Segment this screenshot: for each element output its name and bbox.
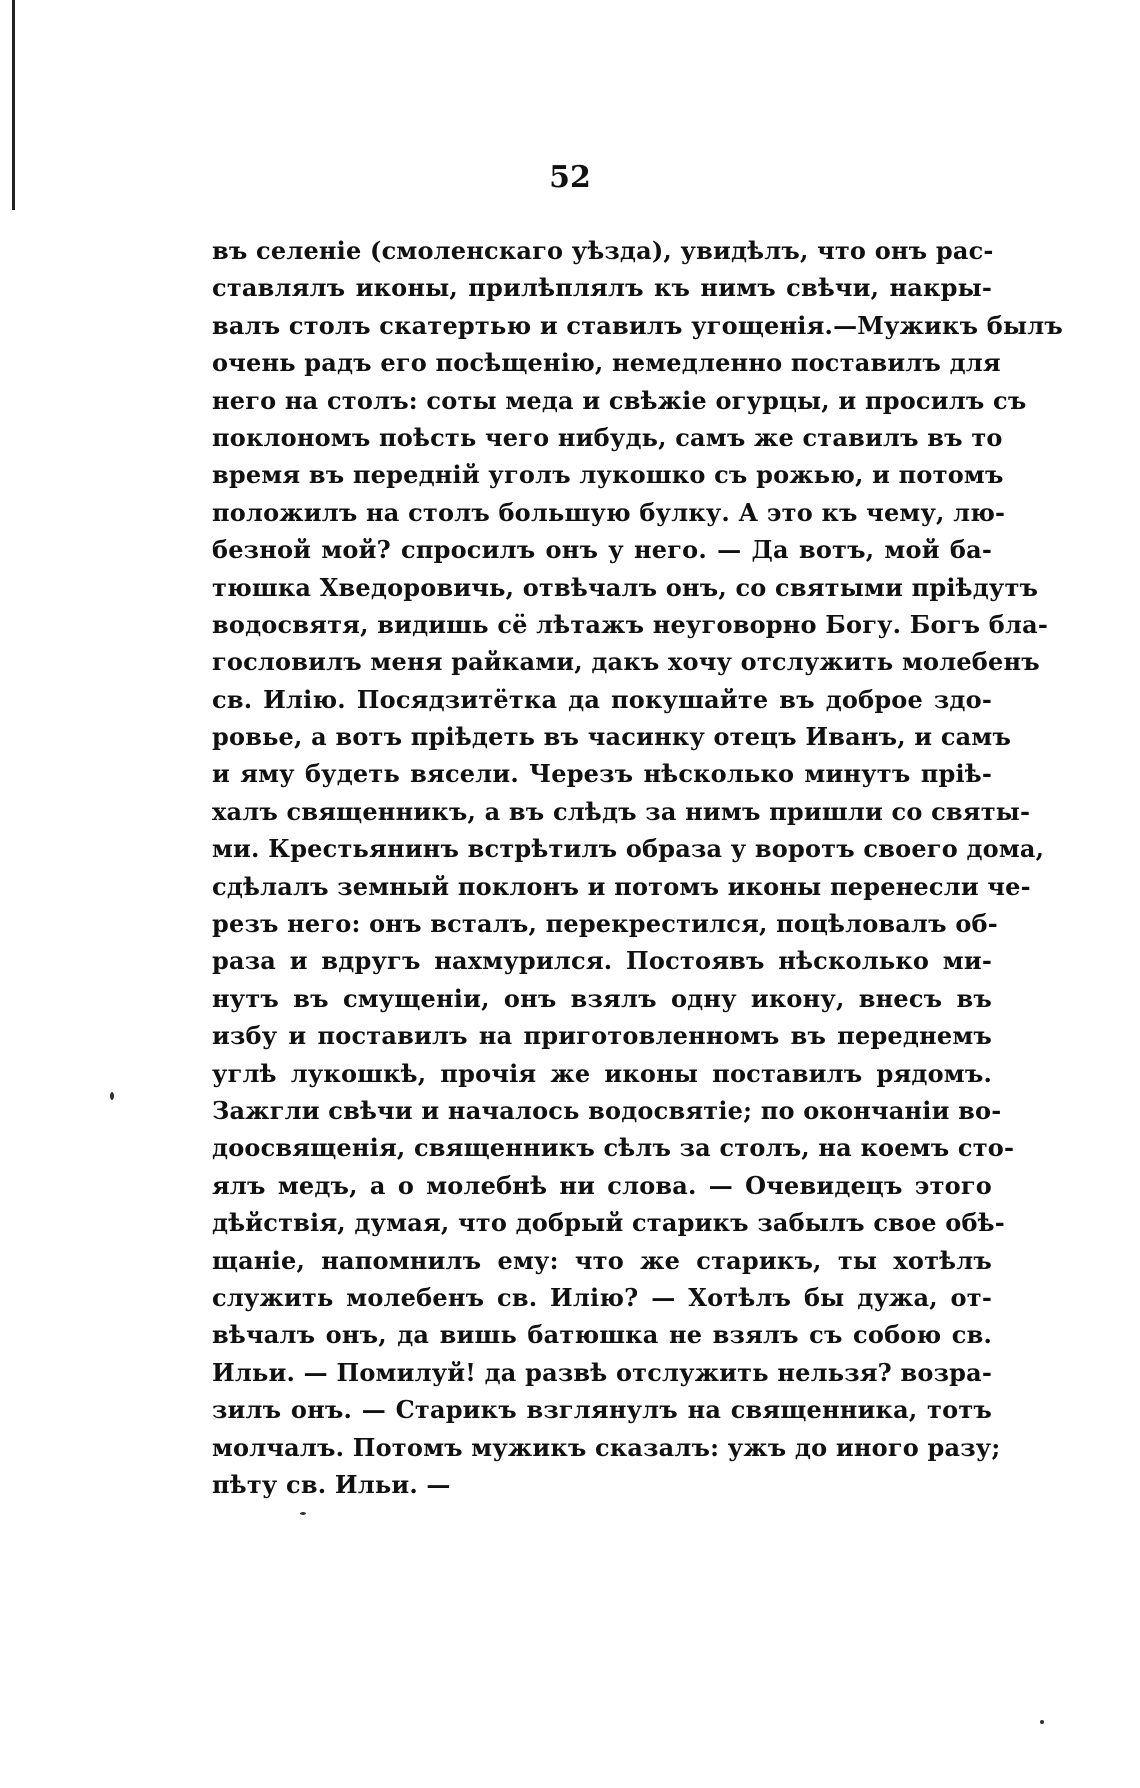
text-line: время въ передній уголъ лукошко съ рожью, и потомъ — [212, 460, 1004, 490]
text-line: въ селеніе (смоленскаго уѣзда), увидѣлъ, что онъ рас- — [212, 236, 994, 265]
text-line: ми. Крестьянинъ встрѣтилъ образа у воротъ своего дома, — [212, 834, 1045, 864]
text-line: ялъ медъ, а о молебнѣ ни слова. — Очевидецъ этого — [212, 1170, 992, 1200]
text-line: и яму будеть вясели. Черезъ нѣсколько минутъ пріѣ- — [212, 759, 992, 789]
text-line: очень радъ его посѣщенію, немедленно поставилъ для — [212, 348, 1001, 378]
text-line: вѣчалъ онъ, да вишь батюшка не взялъ съ собою св. — [212, 1320, 992, 1350]
text-line: щаніе, напомнилъ ему: что же старикъ, ты хотѣлъ — [212, 1245, 992, 1275]
text-line: валъ столъ скатертью и ставилъ угощенія.—Мужикъ былъ — [212, 310, 1063, 340]
text-line: молчалъ. Потомъ мужикъ сказалъ: ужъ до иного разу; — [212, 1432, 1001, 1462]
text-line: водосвятя, видишь сё лѣтажъ неуговорно Богу. Богъ бла- — [212, 609, 1049, 639]
text-line: безной мой? спросилъ онъ у него. — Да вотъ, мой ба- — [212, 535, 992, 565]
text-line: ставлялъ иконы, прилѣплялъ къ нимъ свѣчи, накры- — [212, 273, 992, 303]
text-line: пѣту св. Ильи. — — [212, 1469, 451, 1499]
text-line: Ильи. — Помилуй! да развѣ отслужить нельзя? возра- — [212, 1357, 992, 1387]
text-line: халъ священникъ, а въ слѣдъ за нимъ пришли со святы- — [212, 796, 1031, 826]
scan-speck — [110, 1092, 114, 1100]
scan-speck — [300, 1512, 306, 1515]
text-line: поклономъ поѣсть чего нибудь, самъ же ставилъ въ то — [212, 422, 1003, 452]
text-line: резъ него: онъ всталъ, перекрестился, поцѣловалъ об- — [212, 909, 998, 939]
text-line: ровье, а вотъ пріѣдеть въ часинку отецъ Иванъ, и самъ — [212, 722, 1012, 752]
text-line: него на столъ: соты меда и свѣжіе огурцы, и просилъ съ — [212, 385, 1027, 415]
text-line: нутъ въ смущеніи, онъ взялъ одну икону, внесъ въ — [212, 983, 992, 1013]
text-line: избу и поставилъ на приготовленномъ въ переднемъ — [212, 1021, 992, 1051]
text-line: раза и вдругъ нахмурился. Постоявъ нѣсколько ми- — [212, 946, 992, 976]
text-line: св. Илію. Посядзитётка да покушайте въ доброе здо- — [212, 684, 992, 714]
text-line: гословилъ меня райками, дакъ хочу отслужить молебенъ — [212, 647, 1040, 677]
body-text — [212, 232, 1063, 1503]
text-line: углѣ лукошкѣ, прочія же иконы поставилъ рядомъ. — [212, 1058, 992, 1088]
text-line: Зажгли свѣчи и началось водосвятіе; по окончаніи во- — [212, 1095, 1002, 1125]
scan-speck — [1040, 1720, 1044, 1724]
text-line: тюшка Хведоровичь, отвѣчалъ онъ, со святыми пріѣдутъ — [212, 572, 1039, 602]
text-line: сдѣлалъ земный поклонъ и потомъ иконы перенесли че- — [212, 871, 1031, 901]
page-number: 52 — [549, 160, 591, 195]
text-line: служить молебенъ св. Илію? — Хотѣлъ бы дужа, от- — [212, 1282, 992, 1312]
text-line: зилъ онъ. — Старикъ взглянулъ на священника, тотъ — [212, 1395, 992, 1425]
text-line: дѣйствія, думая, что добрый старикъ забылъ свое обѣ- — [212, 1208, 1005, 1238]
text-line: доосвященія, священникъ сѣлъ за столъ, на коемъ сто- — [212, 1133, 1015, 1163]
text-line: положилъ на столъ большую булку. А это къ чему, лю- — [212, 497, 1006, 527]
